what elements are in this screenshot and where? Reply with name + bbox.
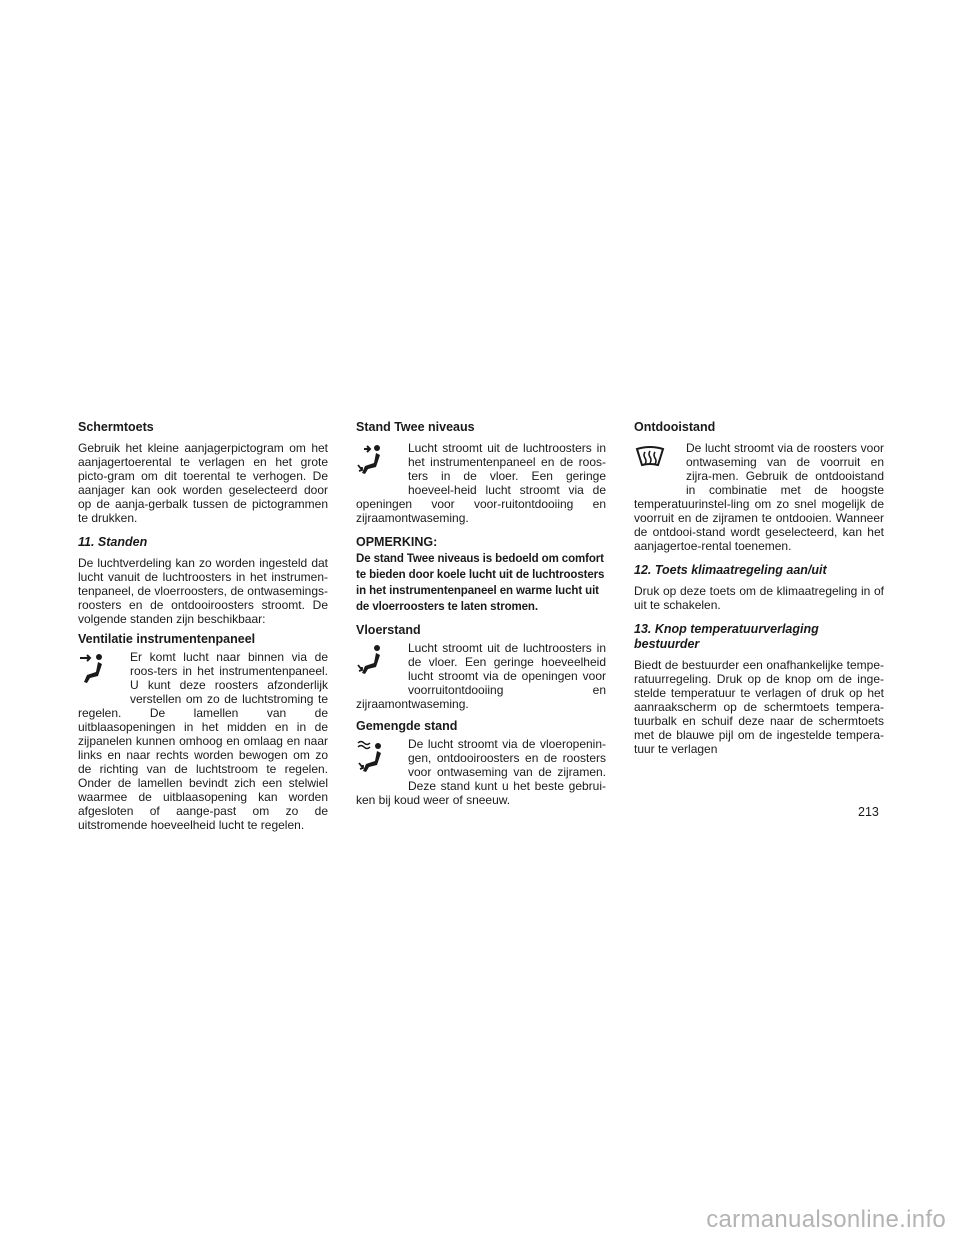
subheading-gemengde-stand: Gemengde stand [356, 719, 458, 733]
heading-schermtoets: Schermtoets [78, 420, 154, 434]
paragraph-standen: De luchtverdeling kan zo worden ingesteld dat lucht vanuit de luchtroosters in het instrumen-tenpaneel, de vloerroosters, de ontwasemings-roosters en de ontdooiroosters stroomt. De volgende standen zijn beschikbaar: [78, 556, 328, 626]
paragraph-ventilatie [78, 650, 328, 832]
subheading-vloerstand: Vloerstand [356, 623, 421, 637]
watermark: carmanualsonline.info [706, 1206, 946, 1233]
note-text: De stand Twee niveaus is bedoeld om comfort te bieden door koele lucht uit de luchtroosters in het instrumentenpaneel en warme lucht uit de vloerroosters te laten stromen. [356, 553, 605, 613]
subheading-ventilatie: Ventilatie instrumentenpaneel [78, 632, 256, 646]
section-temperatuurverlaging: 13. Knop temperatuurverlaging bestuurder [634, 622, 819, 651]
column-right [634, 420, 884, 762]
section-standen: 11. Standen [78, 535, 148, 549]
paragraph-temperatuurverlaging: Biedt de bestuurder een onafhankelijke tempe-ratuurregeling. Druk op de knop om de inge-stelde temperatuur te verlagen of druk op het aanraakscherm op de schermtoets tempera-tuurbalk en schuif deze naar de schermtoets met de blauwe pijl om de ingestelde tempera-tuur te verlagen [634, 658, 884, 756]
subheading-twee-niveaus: Stand Twee niveaus [356, 420, 475, 434]
paragraph-ventilatie-text: Er komt lucht naar binnen via de roos-ters in het instrumentenpaneel. U kunt deze roosters afzonderlijk verstellen om zo de luchtstroming te regelen. De lamellen van de uitblaasopeningen in het midden en in de zijpanelen kunnen omhoog en omlaag en naar links en naar rechts worden bewogen om zo de richting van de luchtstroom te regelen. Onder de lamellen bevindt zich een stelwiel waarmee de uitblaasopening kan worden afgesloten of aange-past om zo de uitstromende hoeveelheid lucht te regelen. [78, 650, 328, 832]
paragraph-ontdooistand-text: De lucht stroomt via de roosters voor ontwaseming van de voorruit en zijra-men. Gebruik de ontdooistand in combinatie met de hoogste temperatuurinstel-ling om zo snel mogelijk de voorruit en de zijramen te ontdooien. Wanneer de ontdooi-stand wordt geselecteerd, kan het aanjagertoe-rental toenemen. [634, 441, 884, 553]
paragraph-vloerstand-text: Lucht stroomt uit de luchtroosters in de vloer. Een geringe hoeveelheid lucht stroomt via de openingen voor voorruitontdooiing en zijraamontwaseming. [356, 641, 606, 711]
floor-mode-icon [356, 643, 402, 685]
paragraph-schermtoets: Gebruik het kleine aanjagerpictogram om het aanjagertoerental te verlagen en het grote picto-gram om dit toerental te verhogen. De aanjager kan ook worden geselecteerd door op de aanja-gerbalk tussen de pictogrammen te drukken. [78, 441, 328, 525]
bilevel-mode-icon [356, 443, 402, 485]
paragraph-twee-niveaus-text: Lucht stroomt uit de luchtroosters in het instrumentenpaneel en de roos-ters in de vloer. Een geringe hoeveel-heid lucht stroomt via de openingen voor voor-ruitontdooiing en zijraamontwaseming. [356, 441, 606, 525]
page-number: 213 [858, 805, 879, 819]
subheading-ontdooistand: Ontdooistand [634, 420, 716, 434]
paragraph-gemengde-stand-text: De lucht stroomt via de vloeropenin-gen, ontdooiroosters en de roosters voor ontwaseming van de zijramen. Deze stand kunt u het beste gebrui-ken bij koud weer of sneeuw. [356, 737, 606, 807]
mix-mode-icon [356, 739, 402, 781]
paragraph-ontdooistand [634, 441, 884, 553]
paragraph-gemengde-stand [356, 737, 606, 807]
paragraph-vloerstand [356, 641, 606, 711]
panel-mode-icon [78, 652, 124, 694]
paragraph-twee-niveaus [356, 441, 606, 525]
note-heading: OPMERKING: [356, 535, 438, 549]
paragraph-klimaatregeling: Druk op deze toets om de klimaatregeling in of uit te schakelen. [634, 584, 884, 612]
column-left [78, 420, 328, 840]
section-klimaatregeling: 12. Toets klimaatregeling aan/uit [634, 563, 827, 577]
column-middle [356, 420, 606, 815]
defrost-icon [634, 443, 680, 485]
